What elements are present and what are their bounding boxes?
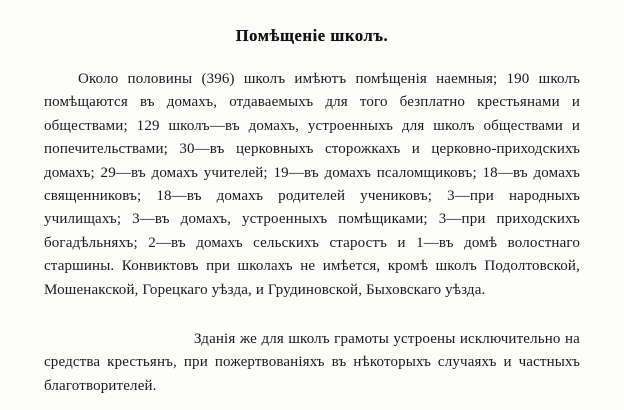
page-title: Помѣщеніе школъ. [235,26,389,45]
body-paragraph-2: Зданія же для школъ грамоты устроены исключительно на средства крестьянъ, при пожертвованіяхъ въ нѣкоторыхъ случаяхъ и частныхъ благотворителей. [44,330,580,394]
body-paragraph-1: Около половины (396) школъ имѣютъ помѣщенія наемныя; 190 школъ помѣщаются въ домахъ, отдаваемыхъ для того безплатно крестьянами и обществами; 129 школъ—въ домахъ, устроенныхъ для школъ обществами и попечительствами; 30—въ церковныхъ сторожкахъ и церковно-приходскихъ домахъ; 29—въ домахъ учителей; 19—въ домахъ псаломщиковъ; 18—въ домахъ священниковъ; 18—въ домахъ родителей учениковъ; 3—при народныхъ училищахъ; 3—въ домахъ, устроенныхъ помѣщиками; 3—при приходскихъ богадѣльняхъ; 2—въ домахъ сельскихъ старостъ и 1—въ домѣ волостнаго старшины. Конвиктовъ при школахъ не имѣется, кромѣ школъ Подолтовской, Мошенакской, Горецкаго уѣзда, и Грудиновской, Быховскаго уѣзда. [44,71,580,298]
